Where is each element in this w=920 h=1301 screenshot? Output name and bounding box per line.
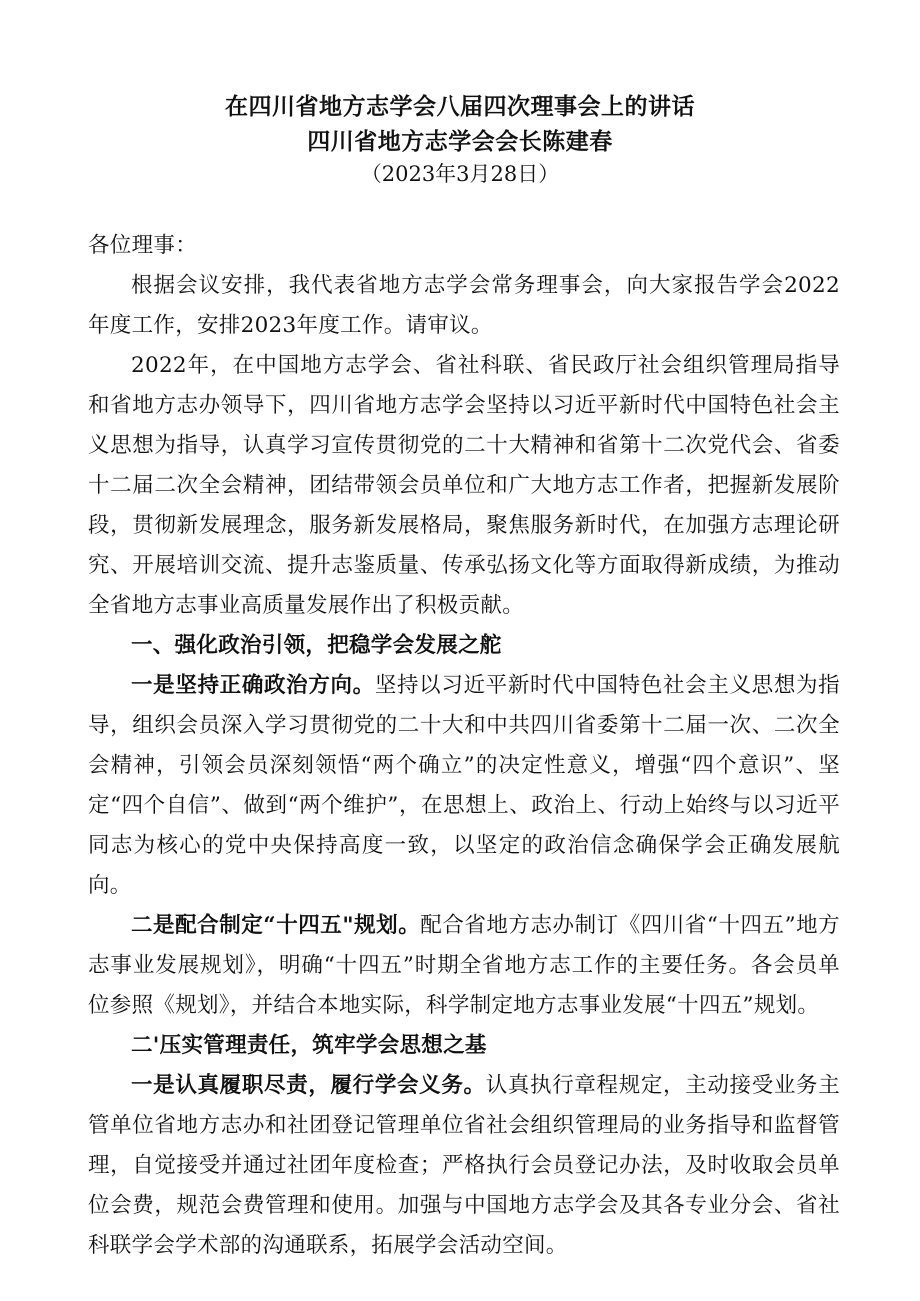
section-heading-2: 二'压实管理责任，筑牢学会思想之基 <box>131 1033 487 1058</box>
paragraph-summary: 2022年，在中国地方志学会、省社科联、省民政厅社会组织管理局指导和省地方志办领导下，四川省地方志学会坚持以习近平新时代中国特色社会主义思想为指导，认真学习宣传贯彻党的二十大精神和省第十二次党代会、省委十二届二次全会精神，团结带领会员单位和广大地方志工作者，把握新发展阶段，贯彻新发展理念，服务新发展格局，聚焦服务新时代，在加强方志理论研究、开展培训交流、提升志鉴质量、传承弘扬文化等方面取得新成绩，为推动全省地方志事业高质量发展作出了积极贡献。 <box>88 353 840 618</box>
speaker-line: 四川省地方志学会会长陈建春 <box>307 128 613 155</box>
section-1-item-2 <box>88 906 840 1026</box>
item-text: 坚持以习近平新时代中国特色社会主义思想为指导，组织会员深入学习贯彻党的二十大和中共四川省委第十二届一次、二次全会精神，引领会员深刻领悟“两个确立”的决定性意义，增强“四个意识”、坚定“四个自信”、做到“两个维护”，在思想上、政治上、行动上始终与以习近平同志为核心的党中央保持高度一致，以坚定的政治信念确保学会正确发展航向。 <box>88 673 840 898</box>
document-body <box>88 226 840 1266</box>
salutation: 各位理事： <box>88 233 198 258</box>
item-lead: 二是配合制定“十四五"规划。 <box>131 913 421 938</box>
section-heading-1: 一、强化政治引领，把稳学会发展之舵 <box>131 633 502 658</box>
document-title: 在四川省地方志学会八届四次理事会上的讲话 <box>225 93 695 120</box>
section-1-item-1 <box>88 666 840 906</box>
item-text: 认真执行章程规定，主动接受业务主管单位省地方志办和社团登记管理单位省社会组织管理局的业务指导和监督管理，自觉接受并通过社团年度检查；严格执行会员登记办法，及时收取会员单位会费，规范会费管理和使用。加强与中国地方志学会及其各专业分会、省社科联学会学术部的沟通联系，拓展学会活动空间。 <box>88 1073 840 1258</box>
item-lead: 一是认真履职尽责，履行学会义务。 <box>131 1073 486 1098</box>
item-text: 配合省地方志办制订《四川省“十四五”地方志事业发展规划》，明确“十四五”时期全省地方志工作的主要任务。各会员单位参照《规划》，并结合本地实际，科学制定地方志事业发展“十四五”规划。 <box>88 913 840 1018</box>
section-2-item-1 <box>88 1066 840 1266</box>
item-lead: 一是坚持正确政治方向。 <box>131 673 375 698</box>
paragraph-intro: 根据会议安排，我代表省地方志学会常务理事会，向大家报告学会2022年度工作，安排2023年度工作。请审议。 <box>88 273 840 338</box>
document-date: （2023年3月28日） <box>360 162 560 186</box>
